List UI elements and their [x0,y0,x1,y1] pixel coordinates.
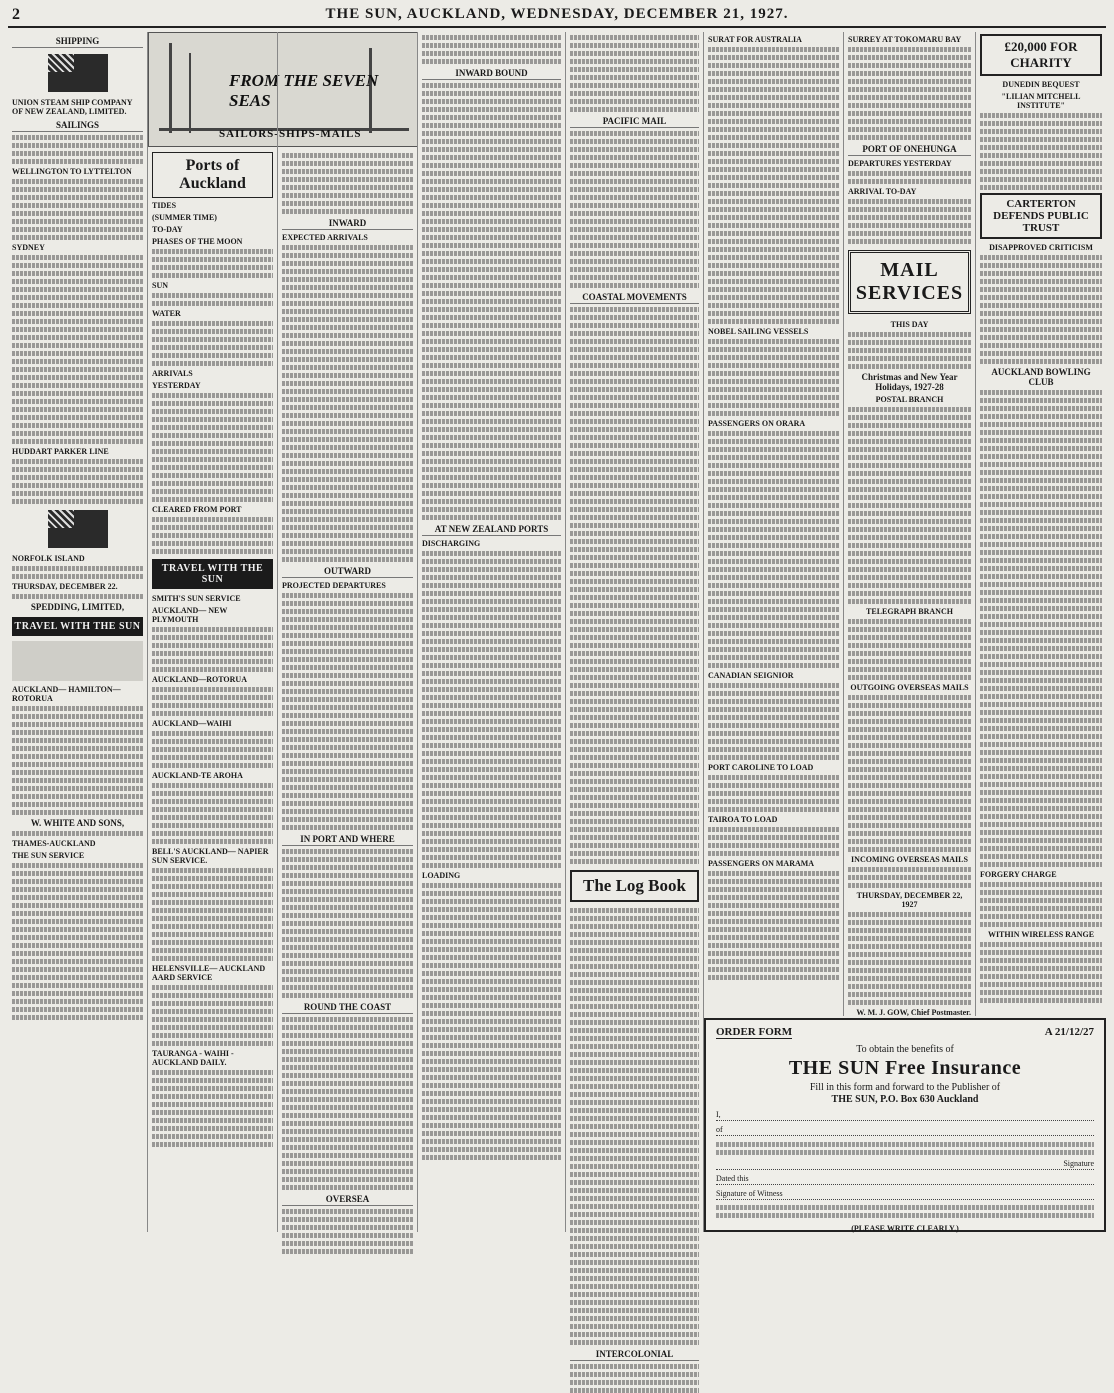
norfolk-flag-icon [48,510,108,548]
thursday-heading: THURSDAY, DECEMBER 22, 1927 [856,891,963,909]
rotorua-heading: AUCKLAND—ROTORUA [152,675,247,684]
illustration-tagline: SAILORS-SHIPS-MAILS [219,128,362,140]
column-port [148,32,278,1232]
inward-bound-heading: INWARD BOUND [422,68,561,80]
lilian-heading: "LILIAN MITCHELL INSTITUTE" [1001,92,1081,110]
carterton-title: CARTERTON DEFENDS PUBLIC TRUST [980,193,1102,239]
passengers-heading: PASSENGERS ON ORARA [708,419,806,428]
holidays-heading: Christmas and New Year Holidays, 1927-28 [861,372,958,392]
sun-service-heading: THE SUN SERVICE [12,851,85,860]
car-illustration [12,641,143,681]
illustration-title: FROM THE SEVEN SEAS [229,71,379,110]
column-australia [704,32,844,1016]
tauranga-heading: TAURANGA - WAIHI - AUCKLAND DAILY. [152,1049,234,1067]
order-form-title: ORDER FORM [716,1026,793,1038]
column-movements [278,32,418,1232]
today-heading: TO-DAY [152,225,183,234]
surrey-heading: SURREY AT TOKOMARU BAY [848,35,962,44]
bowling-heading: AUCKLAND BOWLING CLUB [991,367,1091,387]
criticism-heading: DISAPPROVED CRITICISM [989,243,1093,252]
vessels-heading: NOBEL SAILING VESSELS [708,327,809,336]
column-coastal [566,32,704,1359]
charity-title: £20,000 FOR CHARITY [980,34,1102,76]
inward-heading: INWARD [282,218,413,230]
telegraph-heading: TELEGRAPH BRANCH [866,607,953,616]
order-instruction-2: THE SUN, P.O. Box 630 Auckland [831,1094,979,1105]
norfolk-heading: NORFOLK ISLAND [12,554,85,563]
shipping-heading: SHIPPING [12,36,143,48]
order-lead: To obtain the benefits of [856,1044,954,1055]
outward-heading: OUTWARD [282,566,413,578]
plymouth-heading: AUCKLAND— NEW PLYMOUTH [152,606,228,624]
white-name: W. WHITE AND SONS, [30,818,125,828]
column-inward-bound [418,32,566,1232]
inport-heading: IN PORT AND WHERE [282,834,413,846]
surat-heading: SURAT FOR AUSTRALIA [708,35,802,44]
oversea-heading: OVERSEA [282,1194,413,1206]
phases-heading: PHASES OF THE MOON [152,237,243,246]
intercolonial-heading: INTERCOLONIAL [570,1349,699,1361]
loading-heading: LOADING [422,871,461,880]
incoming-heading: INCOMING OVERSEAS MAILS [851,855,968,864]
postal-heading: POSTAL BRANCH [875,395,944,404]
dunedin-heading: DUNEDIN BEQUEST [1002,80,1080,89]
norfolk-day: THURSDAY, DECEMBER 22. [12,582,118,591]
helensville-heading: HELENSVILLE— AUCKLAND AARD SERVICE [152,964,266,982]
bells-heading: BELL'S AUCKLAND— NAPIER SUN SERVICE. [152,847,269,865]
spedding-name: SPEDDING, LIMITED, [30,602,125,612]
free-insurance-title: THE SUN Free Insurance [788,1057,1022,1079]
departures-heading: DEPARTURES YESTERDAY [848,159,952,168]
onehunga-heading: PORT OF ONEHUNGA [848,144,971,156]
arrivals-heading: ARRIVALS [152,369,193,378]
summer-time: (SUMMER TIME) [152,213,217,222]
order-footer: (PLEASE WRITE CLEARLY.) [851,1224,959,1233]
order-instruction-1: Fill in this form and forward to the Publisher of [809,1082,1001,1093]
port-caroline-heading: PORT CAROLINE TO LOAD [708,763,814,772]
forgery-heading: FORGERY CHARGE [980,870,1057,879]
page-number: 2 [12,6,20,23]
sun-heading: SUN [152,281,169,290]
smiths-heading: SMITH'S SUN SERVICE [152,594,241,603]
travel-banner-1: TRAVEL WITH THE SUN [12,617,143,636]
dateline: THE SUN, AUCKLAND, WEDNESDAY, DECEMBER 21, 1927. [325,6,789,22]
discharging-heading: DISCHARGING [422,539,481,548]
postmaster-signature: W. M. J. GOW, Chief Postmaster. [856,1008,971,1017]
column-news [976,32,1106,1016]
masthead [8,4,1106,28]
order-form [704,1018,1106,1232]
round-coast-heading: ROUND THE COAST [282,1002,413,1014]
cleared-heading: CLEARED FROM PORT [152,505,242,514]
sailings-heading: SAILINGS [12,120,143,132]
mail-services-title: MAIL SERVICES [848,250,971,314]
signature-field[interactable]: Signature [716,1159,1094,1170]
thames-heading: THAMES-AUCKLAND [12,839,96,848]
tides-heading: TIDES [152,201,177,210]
pacific-heading: PACIFIC MAIL [570,116,699,128]
wellington-heading: WELLINGTON TO LYTTELTON [12,167,132,176]
huddart-heading: HUDDART PARKER LINE [12,447,109,456]
hamilton-heading: AUCKLAND— HAMILTON— ROTORUA [12,685,121,703]
water-heading: WATER [152,309,181,318]
coastal-heading: COASTAL MOVEMENTS [570,292,699,304]
flag-icon [48,54,108,92]
marama-heading: PASSENGERS ON MARAMA [708,859,815,868]
atnz-heading: AT NEW ZEALAND PORTS [422,524,561,536]
dated-field[interactable]: Dated this [716,1174,1094,1185]
canadian-heading: CANADIAN SEIGNIOR [708,671,794,680]
address-field[interactable]: of [716,1125,1094,1136]
aroha-heading: AUCKLAND-TE AROHA [152,771,243,780]
outgoing-heading: OUTGOING OVERSEAS MAILS [850,683,969,692]
usc-title: UNION STEAM SHIP COMPANY OF NEW ZEALAND, LIMITED. [12,98,133,116]
yesterday-heading: YESTERDAY [152,381,201,390]
arrival-heading: ARRIVAL TO-DAY [848,187,917,196]
tairoa-heading: TAIROA TO LOAD [708,815,778,824]
ports-of-auckland-title: Ports of Auckland [152,152,273,198]
column-mail [844,32,976,1016]
logbook-title: The Log Book [570,870,699,902]
name-field[interactable]: I, [716,1110,1094,1121]
this-day-heading: THIS DAY [890,320,929,329]
sydney-heading: SYDNEY [12,243,45,252]
wahi-heading: AUCKLAND—WAIHI [152,719,232,728]
expected-heading: EXPECTED ARRIVALS [282,233,368,242]
wireless-heading: WITHIN WIRELESS RANGE [987,930,1095,939]
travel-banner-2: TRAVEL WITH THE SUN [152,559,273,589]
column-shipping [8,32,148,1232]
projected-heading: PROJECTED DEPARTURES [282,581,386,590]
order-form-ref: A 21/12/27 [1044,1026,1094,1038]
witness-field[interactable]: Signature of Witness [716,1189,1094,1200]
